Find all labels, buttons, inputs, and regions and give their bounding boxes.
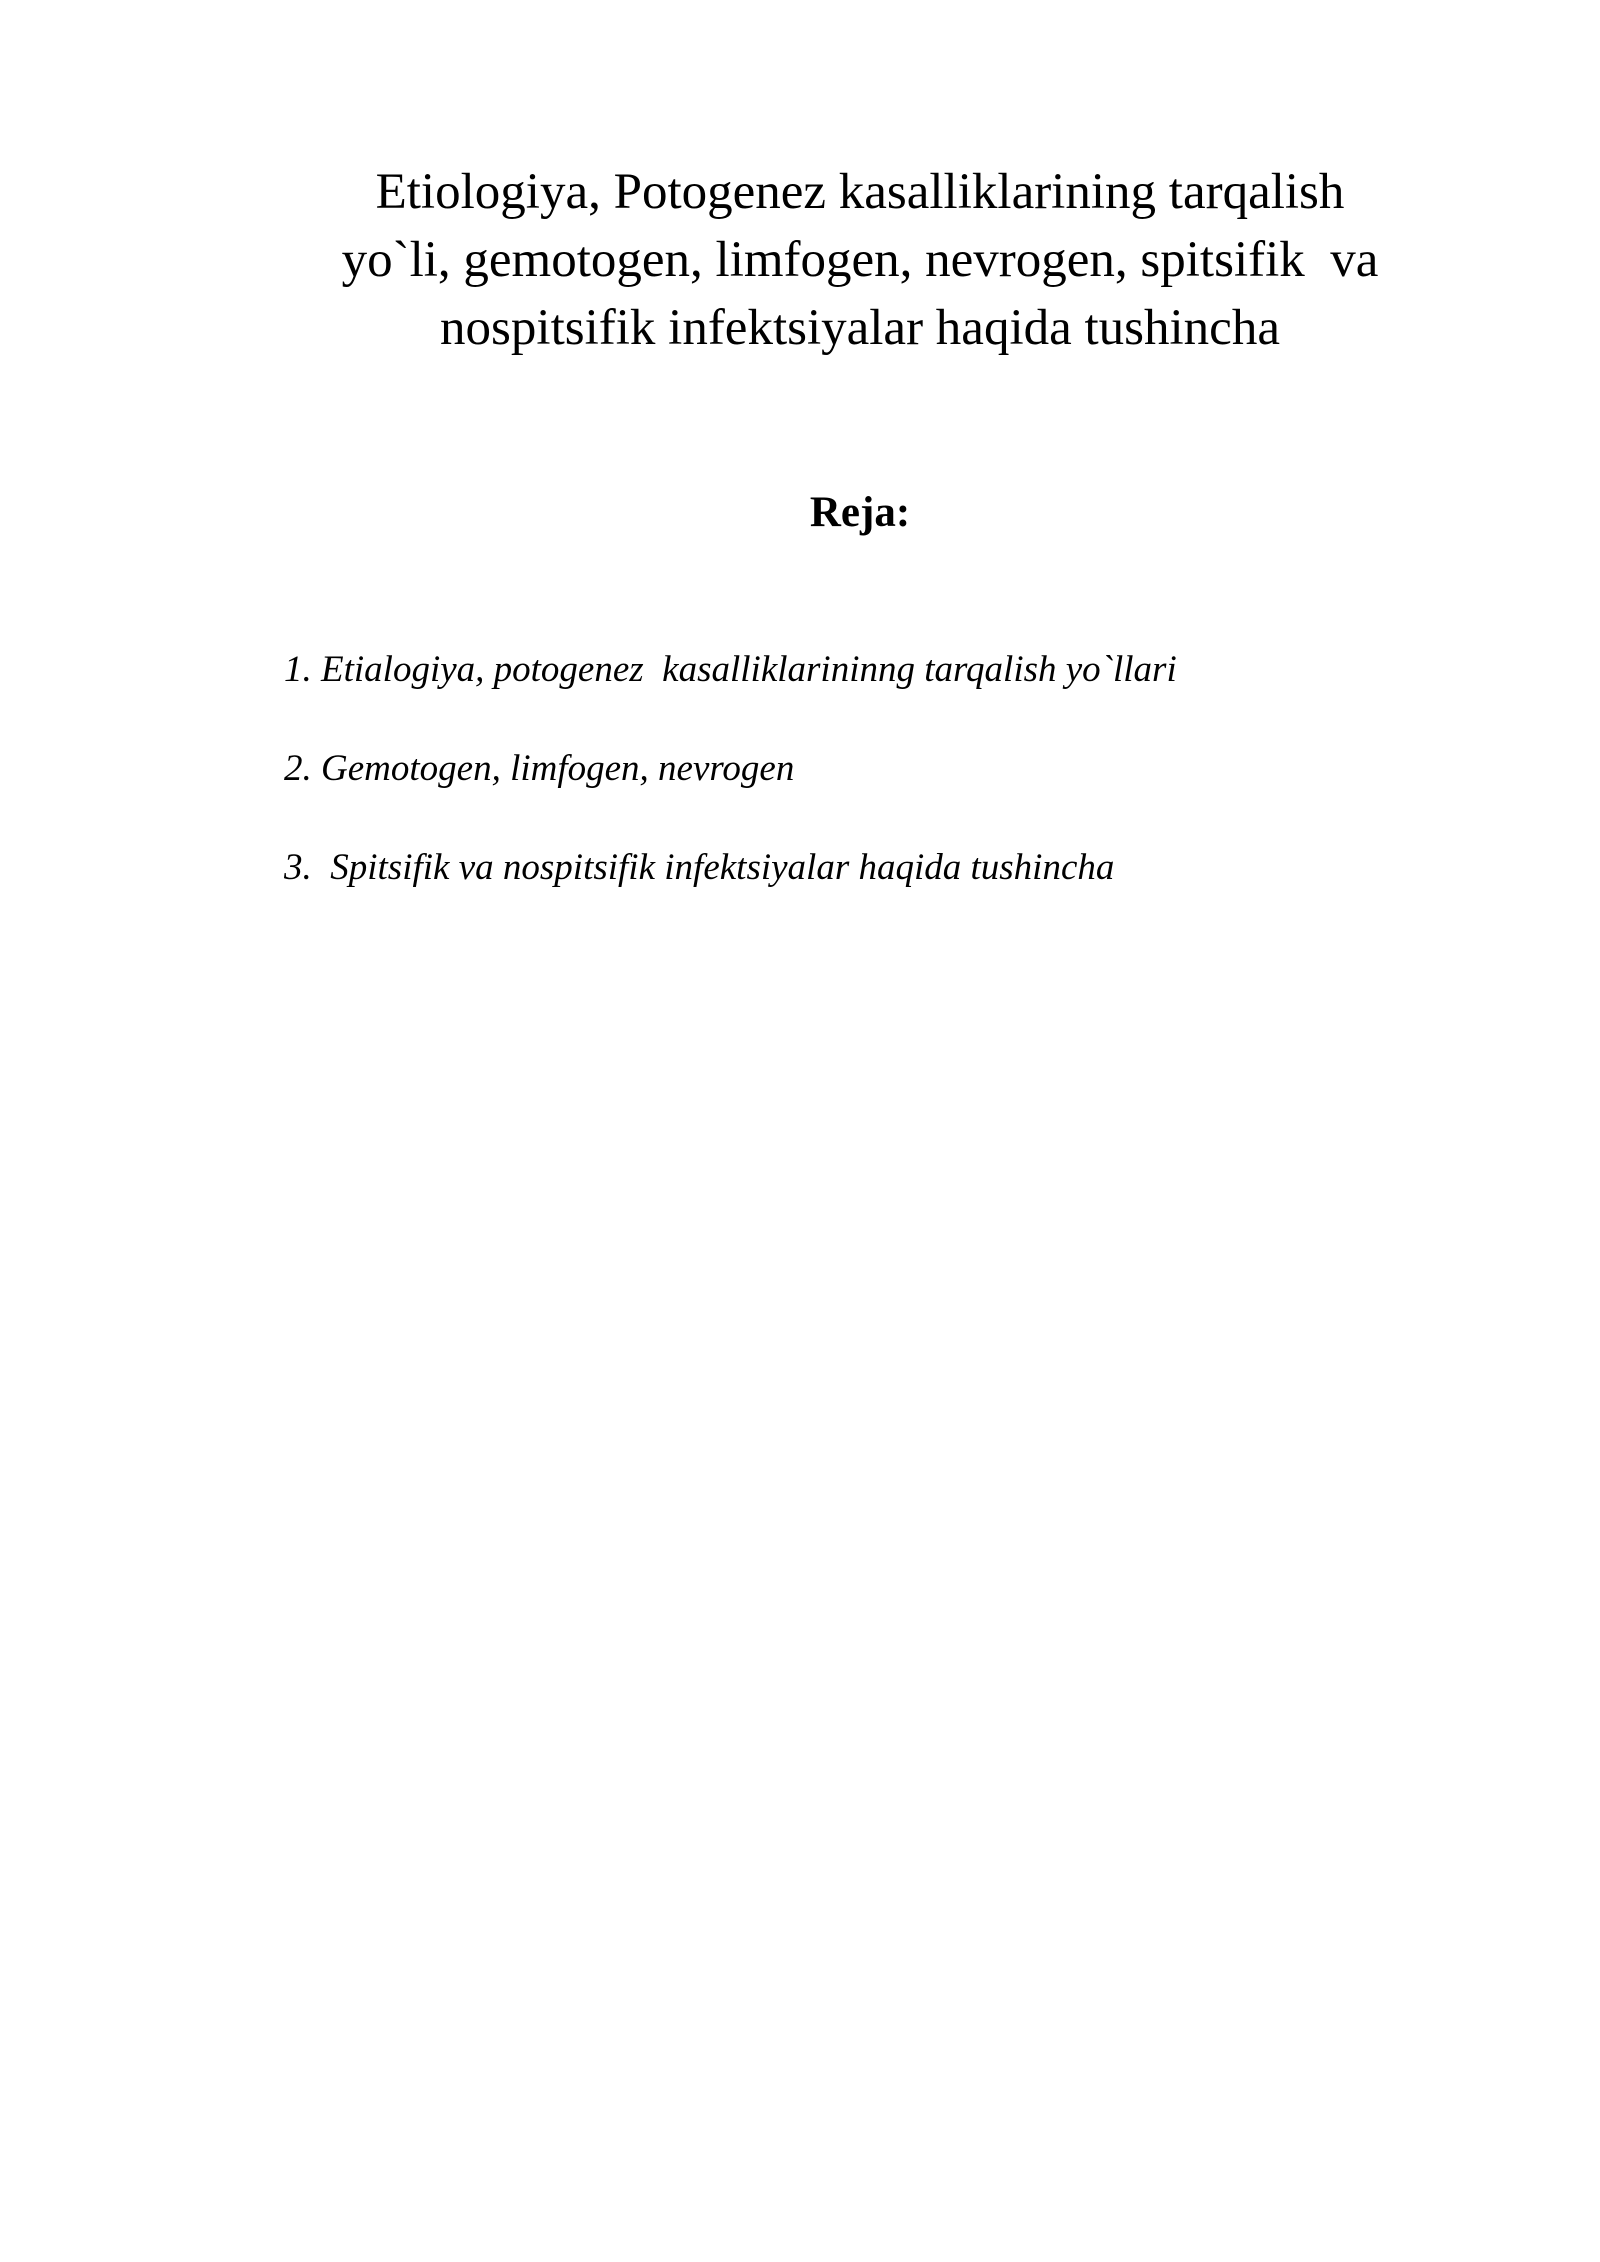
plan-heading: Reja: bbox=[809, 489, 911, 536]
plan-item-2: 2. Gemotogen, limfogen, nevrogen bbox=[284, 748, 795, 789]
plan-list bbox=[284, 650, 1177, 947]
title-line-1: Etiologiya, Potogenez kasalliklarining tarqalish bbox=[375, 164, 1345, 220]
plan-item-3: 3. Spitsifik va nospitsifik infektsiyalar haqida tushincha bbox=[284, 847, 1115, 888]
title-line-3: nospitsifik infektsiyalar haqida tushincha bbox=[440, 300, 1280, 356]
plan-item-1: 1. Etialogiya, potogenez kasalliklarininng tarqalish yo`llari bbox=[284, 649, 1177, 690]
title-line-2: yo`li, gemotogen, limfogen, nevrogen, spitsifik va bbox=[341, 232, 1379, 288]
document-title bbox=[230, 158, 1490, 362]
